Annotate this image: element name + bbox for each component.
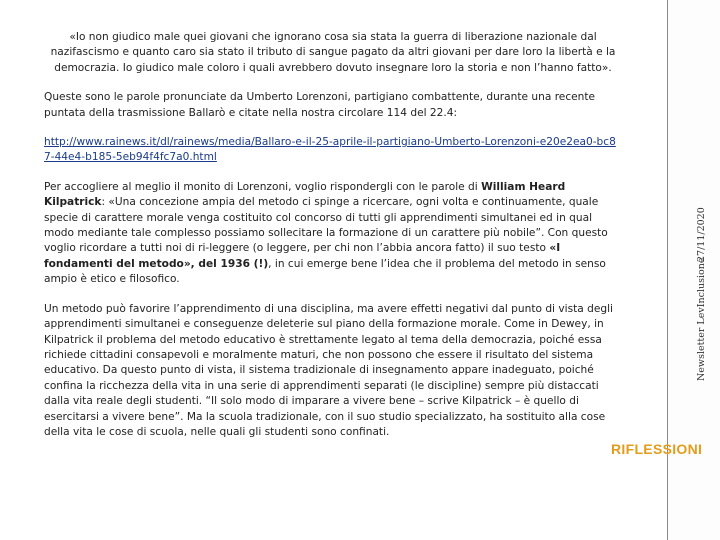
intro-paragraph: Queste sono le parole pronunciate da Umberto Lorenzoni, partigiano combattente, durante una recente puntata della trasmissione Ballarò e citate nella nostra circolare 114 del 22.4:: [44, 91, 596, 119]
kilpatrick-text-2: : «Una concezione ampia del metodo ci spinge a ricercare, ogni volta e continuamente, quale specie di carattere morale venga costituito col concorso di tutti gli apprendimenti simultanei ed in qual modo mediante tale complesso possiamo sollecitare la formazione di un carattere più nobile”. Con questo voglio ricordare a tutti noi di ri-leggere (o leggere, per chi non l’abbia ancora fatto) il suo testo: [44, 196, 608, 255]
sidebar-band: [667, 0, 720, 540]
newsletter-date: 27/11/2020: [696, 207, 707, 262]
rainews-link[interactable]: http://www.rainews.it/dl/rainews/media/Ballaro-e-il-25-aprile-il-partigiano-Umberto-Lorenzoni-e20e2ea0-bc87-44e4-b185-5eb94f4fc7a0.html: [44, 136, 616, 164]
kilpatrick-text-3: , in cui emerge bene l’idea che il problema del metodo in senso ampio è etico e filosofico.: [44, 257, 606, 286]
section-label: RIFLESSIONI: [611, 441, 703, 457]
newsletter-name: Newsletter LevInclusione: [696, 257, 707, 381]
kilpatrick-book-title: «I fondamenti del metodo», del 1936 (!): [44, 242, 561, 270]
kilpatrick-paragraph: [44, 180, 622, 288]
method-paragraph: Un metodo può favorire l’apprendimento di una disciplina, ma avere effetti negativi dal punto di vista degli apprendimenti simultanei e conseguenze deleterie sul piano della formazione morale. Come in Dewey, in Kilpatrick il problema del metodo educativo è strettamente legato al tema della democrazia, poiché essa richiede cittadini consapevoli e moralmente maturi, che non possono che essere il risultato del sistema educativo. Da questo punto di vista, il sistema tradizionale di insegnamento appare inadeguato, poiché confina la ricchezza della vita in una serie di apprendimenti separati (le discipline) sempre più distaccati dalla vita reale degli studenti. “Il solo modo di imparare a vivere bene – scrive Kilpatrick – è quello di esercitarsi a vivere bene”. Ma la scuola tradizionale, con il suo studio specializzato, ha sostituito alla cose della vita le cose di scuola, nelle quali gli studenti sono confinati.: [44, 302, 613, 438]
lorenzoni-quote: «Io non giudico male quei giovani che ignorano cosa sia stata la guerra di liberazione nazionale dal nazifascismo e quanto caro sia stato il tributo di sangue pagato da altri giovani per dare loro la libertà e la democrazia. Io giudico male coloro i quali avrebbero dovuto insegnare loro la storia e non l’hanno fatto».: [50, 31, 616, 74]
kilpatrick-text-1: Per accogliere al meglio il monito di Lorenzoni, voglio rispondergli con le parole di: [44, 180, 482, 193]
kilpatrick-author: William Heard Kilpatrick: [44, 180, 566, 209]
main-text-area: [44, 30, 622, 454]
